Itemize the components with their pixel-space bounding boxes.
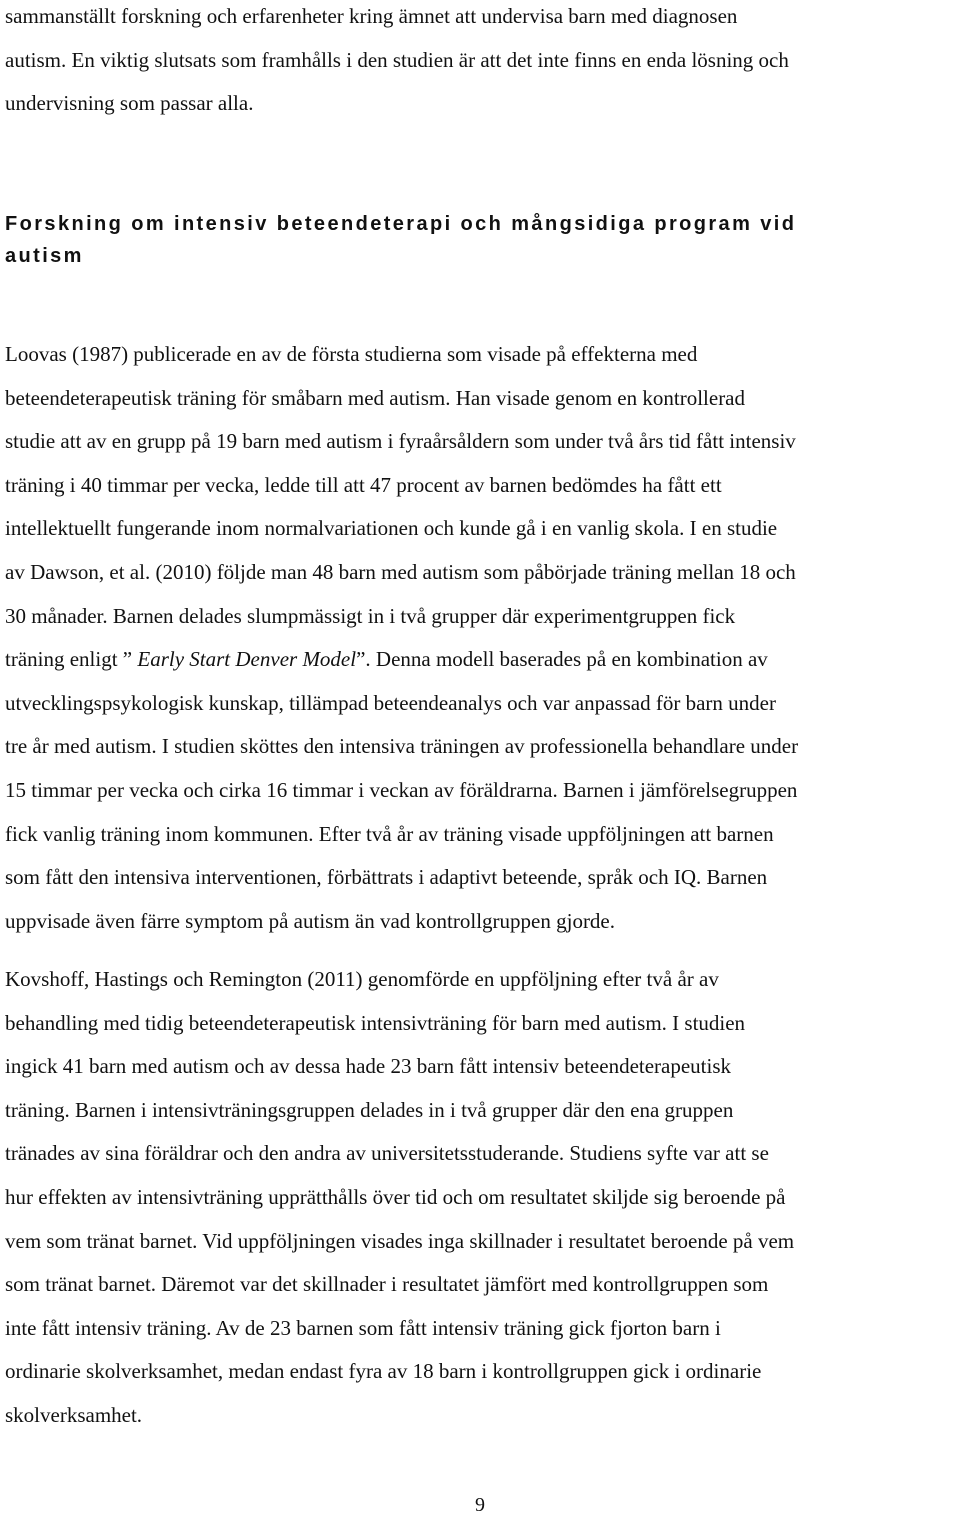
text-line: hur effekten av intensivträning upprätthålls över tid och om resultatet skiljde sig beroende på	[5, 1184, 786, 1209]
text-line: behandling med tidig beteendeterapeutisk intensivträning för barn med autism. I studien	[5, 1010, 746, 1035]
model-name-italic: Early Start Denver Model	[137, 647, 357, 672]
text-line: träning. Barnen i intensivträningsgruppen delades in i två grupper där den ena gruppen	[5, 1097, 734, 1122]
text-line: sammanställt forskning och erfarenheter kring ämnet att undervisa barn med diagnosen	[5, 4, 738, 28]
text-line: 30 månader. Barnen delades slumpmässigt in i två grupper där experimentgruppen fick	[5, 603, 736, 628]
paragraph-intro-continuation	[5, 0, 957, 126]
text-line: ingick 41 barn med autism och av dessa hade 23 barn fått intensiv beteendeterapeutisk	[5, 1054, 732, 1079]
text-line	[5, 647, 768, 671]
paragraph-loovas	[5, 333, 957, 943]
text-line: 15 timmar per vecka och cirka 16 timmar i veckan av föräldrarna. Barnen i jämförelsegruppen	[5, 777, 798, 802]
heading-line: autism	[5, 245, 84, 267]
text-line: beteendeterapeutisk träning för småbarn med autism. Han visade genom en kontrollerad	[5, 385, 746, 410]
text-line: Loovas (1987) publicerade en av de första studierna som visade på effekterna med	[5, 342, 698, 366]
text-line: studie att av en grupp på 19 barn med autism i fyraårsåldern som under två års tid fått intensiv	[5, 429, 796, 454]
page-number: 9	[475, 1494, 485, 1516]
text-line: fick vanlig träning inom kommunen. Efter två år av träning visade uppföljningen att barnen	[5, 821, 774, 846]
text-line: skolverksamhet.	[5, 1402, 143, 1427]
text-line: autism. En viktig slutsats som framhålls i den studien är att det inte finns en enda lösning och	[5, 47, 789, 72]
text-line: utvecklingspsykologisk kunskap, tillämpad beteendeanalys och var anpassad för barn under	[5, 690, 776, 715]
text-line: som tränat barnet. Däremot var det skillnader i resultatet jämfört med kontrollgruppen som	[5, 1272, 769, 1297]
text-line: Kovshoff, Hastings och Remington (2011) genomförde en uppföljning efter två år av	[5, 967, 719, 991]
text-line: som fått den intensiva interventionen, förbättrats i adaptivt beteende, språk och IQ. Barnen	[5, 865, 768, 890]
text-line: vem som tränat barnet. Vid uppföljningen visades inga skillnader i resultatet beroende på vem	[5, 1228, 795, 1253]
text-line: intellektuellt fungerande inom normalvariationen och kunde gå i en vanlig skola. I en studie	[5, 516, 778, 541]
text-fragment: träning enligt ”	[5, 647, 138, 672]
text-line: av Dawson, et al. (2010) följde man 48 barn med autism som påbörjade träning mellan 18 och	[5, 559, 796, 584]
heading-line: Forskning om intensiv beteendeterapi och mångsidiga program vid	[5, 213, 797, 235]
text-line: inte fått intensiv träning. Av de 23 barnen som fått intensiv träning gick fjorton barn i	[5, 1315, 721, 1340]
text-fragment: ”. Denna modell baserades på en kombination av	[356, 647, 768, 672]
section-heading	[5, 208, 945, 272]
text-line: träning i 40 timmar per vecka, ledde till att 47 procent av barnen bedömdes ha fått ett	[5, 472, 722, 497]
text-line: ordinarie skolverksamhet, medan endast fyra av 18 barn i kontrollgruppen gick i ordinarie	[5, 1359, 762, 1384]
text-line: uppvisade även färre symptom på autism än vad kontrollgruppen gjorde.	[5, 908, 616, 933]
paragraph-kovshoff	[5, 958, 957, 1438]
text-line: undervisning som passar alla.	[5, 91, 254, 115]
text-line: tre år med autism. I studien sköttes den intensiva träningen av professionella behandlare under	[5, 734, 799, 759]
text-line: tränades av sina föräldrar och den andra av universitetsstuderande. Studiens syfte var att se	[5, 1141, 769, 1166]
